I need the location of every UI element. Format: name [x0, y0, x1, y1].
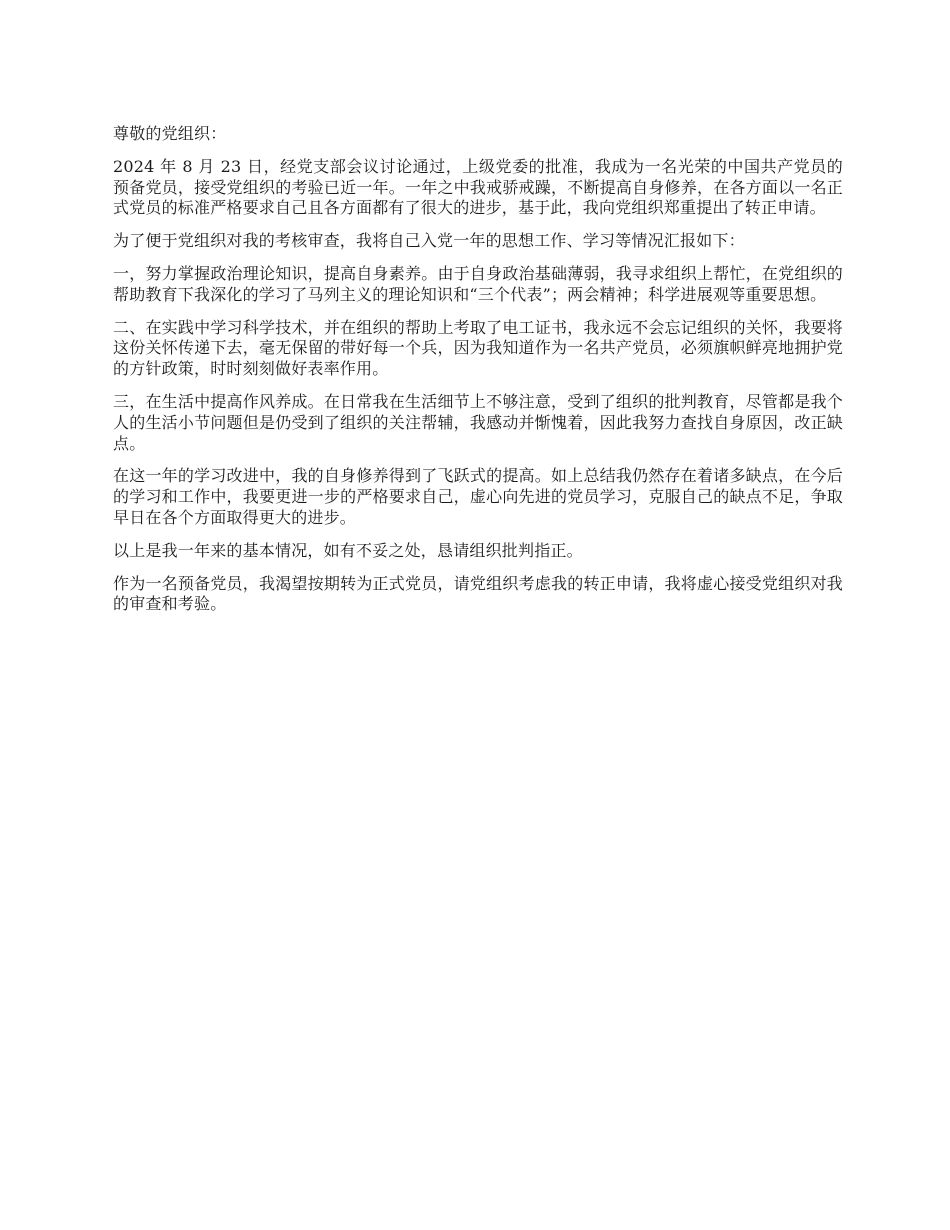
paragraph-point-two: 二、在实践中学习科学技术，并在组织的帮助上考取了电工证书，我永远不会忘记组织的关怀，我要将这份关怀传递下去，毫无保留的带好每一个兵，因为我知道作为一名共产党员，必须旗帜鲜亮地拥护党的方针政策，时时刻刻做好表率作用。 — [113, 317, 843, 379]
paragraph-summary: 在这一年的学习改进中，我的自身修养得到了飞跃式的提高。如上总结我仍然存在着诸多缺点，在今后的学习和工作中，我要更进一步的严格要求自己，虚心向先进的党员学习，克服自己的缺点不足，争取早日在各个方面取得更大的进步。 — [113, 466, 843, 527]
paragraph-intro: 2024 年 8 月 23 日，经党支部会议讨论通过，上级党委的批准，我成为一名光荣的中国共产党员的预备党员，接受党组织的考验已近一年。一年之中我戒骄戒躁，不断提高自身修养，在各方面以一名正式党员的标准严格要求自己且各方面都有了很大的进步，基于此，我向党组织郑重提出了转正申请。 — [113, 156, 843, 218]
paragraph-request: 作为一名预备党员，我渴望按期转为正式党员，请党组织考虑我的转正申请，我将虚心接受党组织对我的审查和考验。 — [113, 573, 843, 614]
paragraph-closing: 以上是我一年来的基本情况，如有不妥之处，恳请组织批判指正。 — [113, 540, 583, 560]
paragraph-point-one: 一，努力掌握政治理论知识，提高自身素养。由于自身政治基础薄弱，我寻求组织上帮忙，在党组织的帮助教育下我深化的学习了马列主义的理论知识和“三个代表”；两会精神；科学进展观等重要思想。 — [113, 263, 843, 304]
paragraph-report-lead: 为了便于党组织对我的考核审查，我将自己入党一年的思想工作、学习等情况汇报如下： — [113, 231, 745, 251]
salutation: 尊敬的党组织： — [113, 124, 227, 143]
paragraph-point-three: 三，在生活中提高作风养成。在日常我在生活细节上不够注意，受到了组织的批判教育，尽管都是我个人的生活小节问题但是仍受到了组织的关注帮辅，我感动并惭愧着，因此我努力查找自身原因，改正缺点。 — [113, 391, 843, 453]
document-page — [113, 124, 843, 627]
